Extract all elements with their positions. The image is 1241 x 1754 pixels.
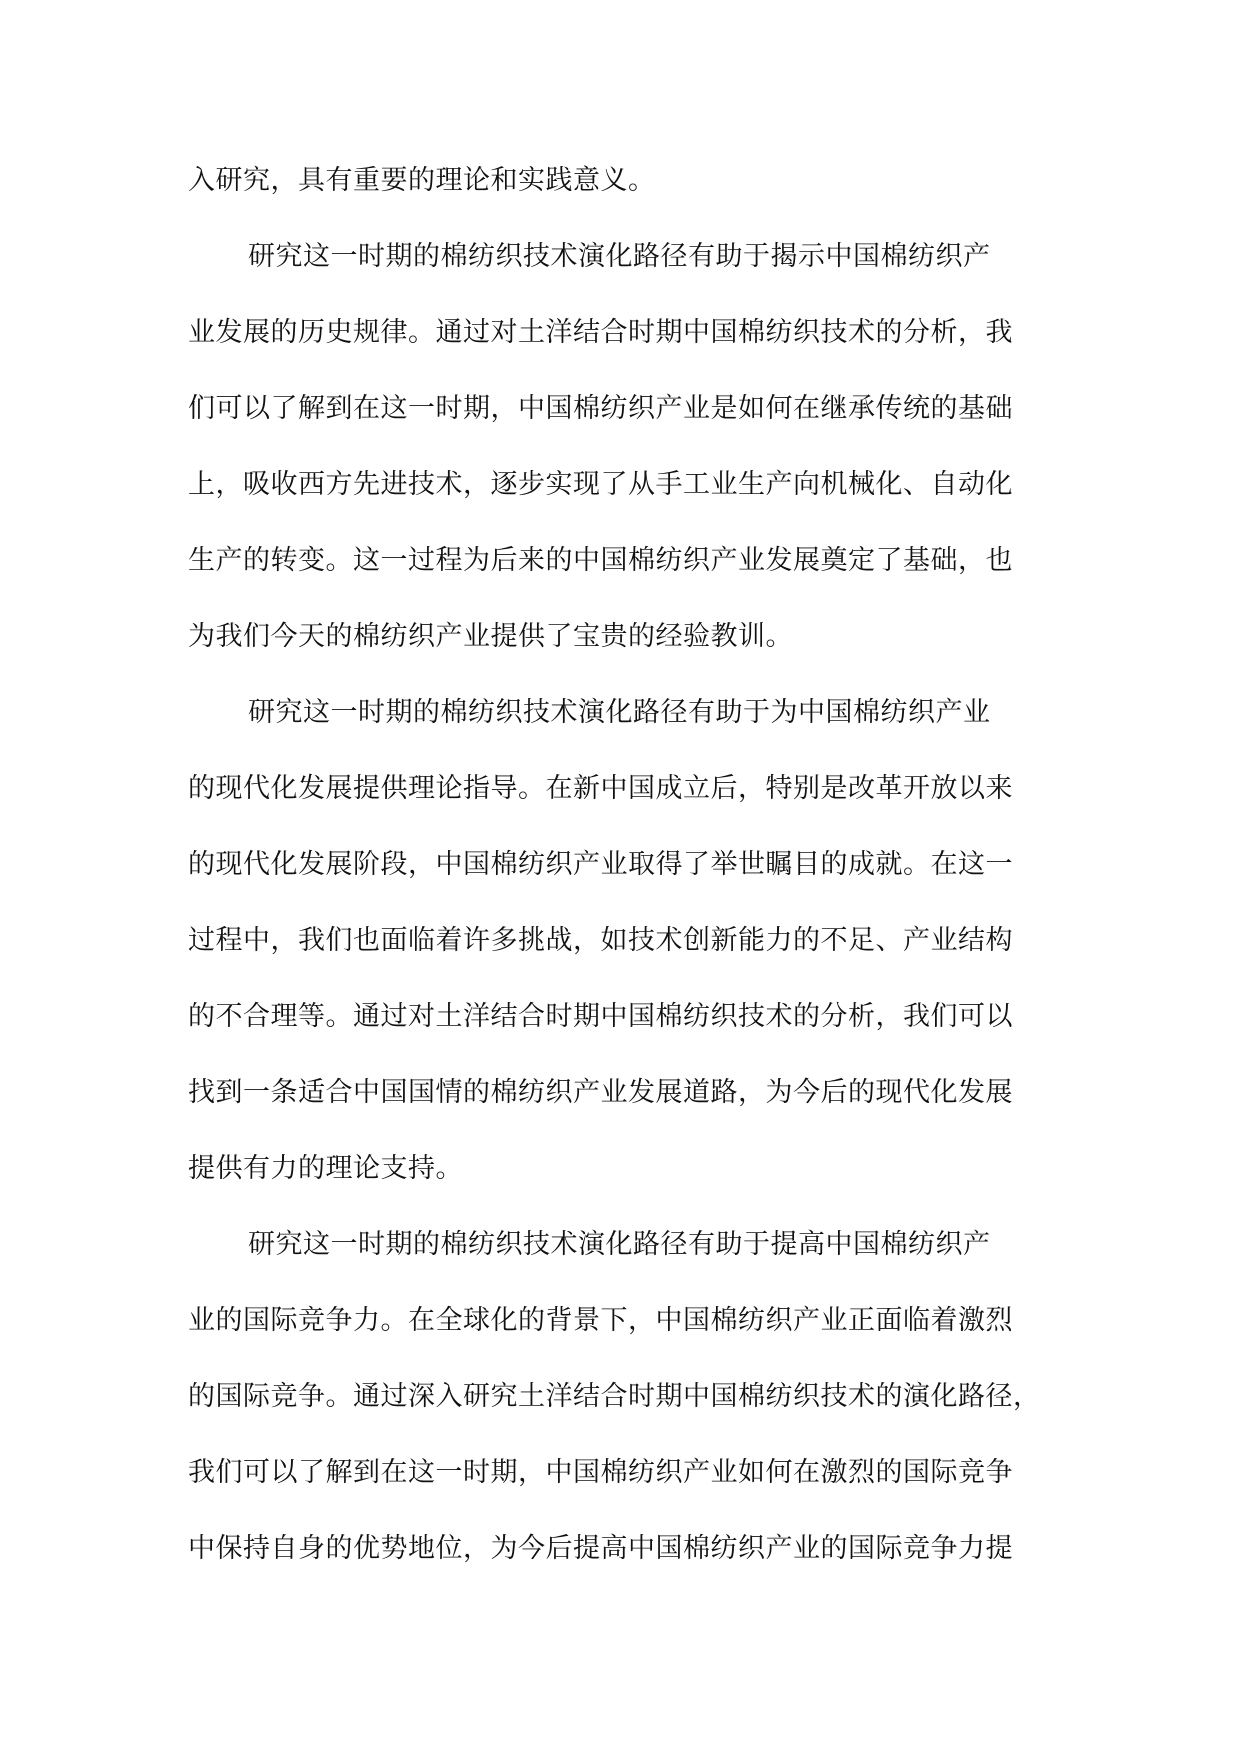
- body-text: [188, 143, 1058, 1587]
- paragraph-start-line: 研究这一时期的棉纺织技术演化路径有助于为中国棉纺织产业: [248, 697, 991, 728]
- text-line: 提供有力的理论支持。: [188, 1153, 463, 1184]
- text-line: 的现代化发展阶段，中国棉纺织产业取得了举世瞩目的成就。在这一: [188, 849, 1013, 880]
- text-line: 过程中，我们也面临着许多挑战，如技术创新能力的不足、产业结构: [188, 925, 1013, 956]
- text-line: 们可以了解到在这一时期，中国棉纺织产业是如何在继承传统的基础: [188, 393, 1013, 424]
- text-line: 入研究，具有重要的理论和实践意义。: [188, 165, 656, 196]
- text-line: 生产的转变。这一过程为后来的中国棉纺织产业发展奠定了基础，也: [188, 545, 1013, 576]
- text-line: 我们可以了解到在这一时期，中国棉纺织产业如何在激烈的国际竞争: [188, 1457, 1013, 1488]
- text-line: 的不合理等。通过对土洋结合时期中国棉纺织技术的分析，我们可以: [188, 1001, 1013, 1032]
- text-line: 上，吸收西方先进技术，逐步实现了从手工业生产向机械化、自动化: [188, 469, 1013, 500]
- paragraph-start-line: 研究这一时期的棉纺织技术演化路径有助于提高中国棉纺织产: [248, 1229, 991, 1260]
- text-line: 中保持自身的优势地位，为今后提高中国棉纺织产业的国际竞争力提: [188, 1533, 1013, 1564]
- text-line: 找到一条适合中国国情的棉纺织产业发展道路，为今后的现代化发展: [188, 1077, 1013, 1108]
- text-line: 业发展的历史规律。通过对土洋结合时期中国棉纺织技术的分析，我: [188, 317, 1013, 348]
- text-line: 业的国际竞争力。在全球化的背景下，中国棉纺织产业正面临着激烈: [188, 1305, 1013, 1336]
- paragraph-start-line: 研究这一时期的棉纺织技术演化路径有助于揭示中国棉纺织产: [248, 241, 991, 272]
- text-line: 的国际竞争。通过深入研究土洋结合时期中国棉纺织技术的演化路径，: [188, 1381, 1041, 1412]
- text-line: 为我们今天的棉纺织产业提供了宝贵的经验教训。: [188, 621, 793, 652]
- text-line: 的现代化发展提供理论指导。在新中国成立后，特别是改革开放以来: [188, 773, 1013, 804]
